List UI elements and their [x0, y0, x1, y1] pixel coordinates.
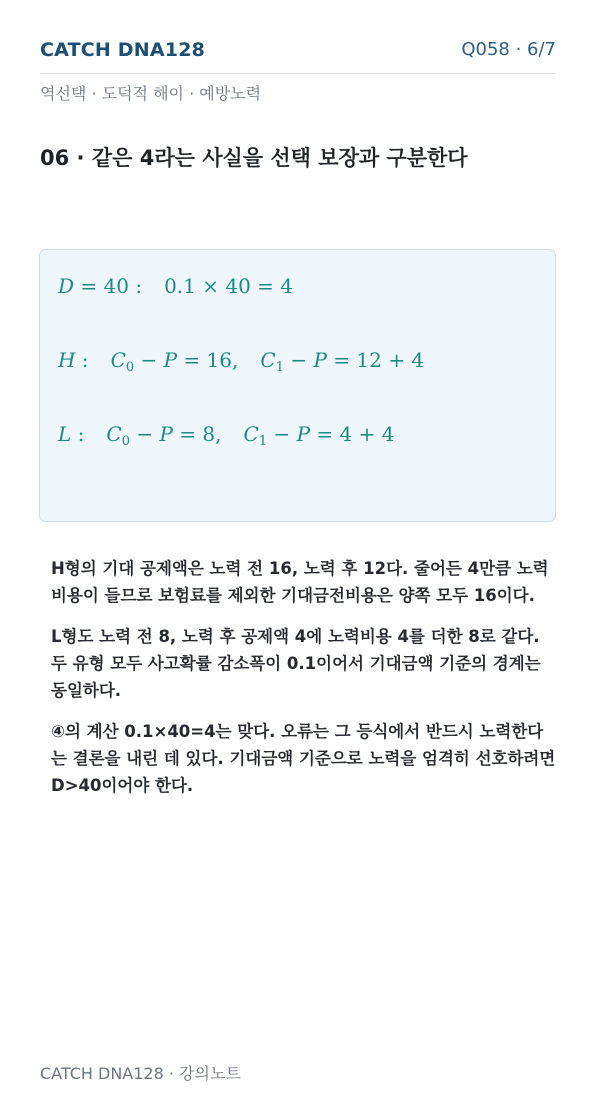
- math-var: C: [243, 422, 259, 446]
- explanation-paragraph: L형도 노력 전 8, 노력 후 공제액 4에 노력비용 4를 더한 8로 같다. 두 유형 모두 사고확률 감소폭이 0.1이어서 기대금액 기준의 경계는 동일하다.: [51, 627, 541, 700]
- math-var: P: [296, 422, 311, 446]
- math-sub: 0: [125, 360, 135, 375]
- page-header: [40, 36, 556, 74]
- brand-title: CATCH DNA128: [40, 39, 206, 61]
- math-var: L: [58, 422, 72, 446]
- math-text: = 40 :: [74, 274, 143, 298]
- formula-line-h: [58, 346, 424, 374]
- math-text: −: [129, 422, 160, 446]
- math-var: C: [110, 348, 126, 372]
- explanation-paragraph: ④의 계산 0.1×40=4는 맞다. 오류는 그 등식에서 반드시 노력한다는 결론을 내린 데 있다. 기대금액 기준으로 노력을 엄격히 선호하려면 D>40이어야 한다.: [51, 722, 556, 795]
- math-text: 0.1 × 40 = 4: [164, 274, 294, 298]
- math-sub: 1: [258, 434, 268, 449]
- math-text: = 4 + 4: [310, 422, 395, 446]
- topic-tags: 역선택 · 도덕적 해이 · 예방노력: [40, 84, 262, 103]
- math-var: C: [260, 348, 276, 372]
- page-footer: CATCH DNA128 · 강의노트: [40, 1064, 241, 1083]
- math-text: −: [267, 422, 297, 446]
- math-var: P: [163, 348, 178, 372]
- formula-line-l: [58, 420, 394, 448]
- math-text: :: [71, 422, 85, 446]
- math-var: D: [58, 274, 75, 298]
- math-sub: 1: [275, 360, 284, 375]
- math-text: = 12 + 4: [326, 348, 425, 372]
- formula-line-d: [58, 272, 293, 300]
- math-text: −: [134, 348, 164, 372]
- math-var: H: [58, 348, 76, 372]
- math-sub: 0: [121, 434, 130, 449]
- explanation-paragraph: H형의 기대 공제액은 노력 전 16, 노력 후 12다. 줄어든 4만큼 노력비용이 들므로 보험료를 제외한 기대금전비용은 양쪽 모두 16이다.: [51, 559, 549, 605]
- formula-box: [39, 249, 556, 522]
- explanation-body: [51, 555, 556, 813]
- math-text: = 8,: [172, 422, 222, 446]
- question-progress: Q058 · 6/7: [461, 39, 556, 60]
- math-var: P: [159, 422, 173, 446]
- math-text: :: [75, 348, 89, 372]
- math-text: = 16,: [177, 348, 239, 372]
- math-var: P: [313, 348, 327, 372]
- section-title: 06 · 같은 4라는 사실을 선택 보장과 구분한다: [40, 146, 468, 170]
- math-var: C: [106, 422, 122, 446]
- math-text: −: [283, 348, 314, 372]
